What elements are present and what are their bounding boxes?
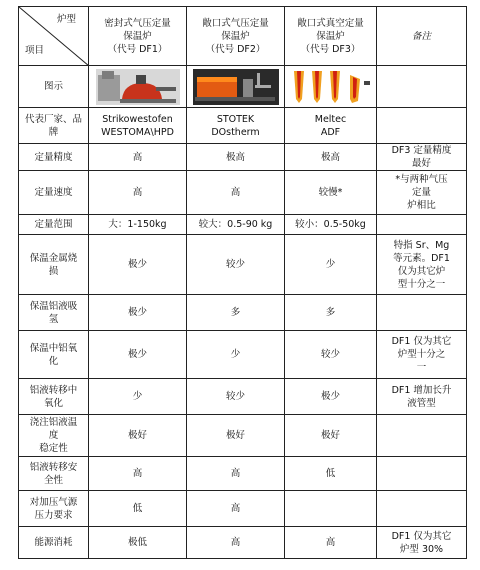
row-label-line: 能源消耗	[34, 537, 73, 548]
icon-row	[19, 66, 467, 108]
df2-value-line: DOstherm	[211, 126, 260, 138]
row-label	[19, 144, 89, 171]
row-label	[19, 379, 89, 415]
df3-value-line: 高	[325, 537, 336, 548]
df1-value	[89, 295, 187, 331]
row-label-line: 氢	[48, 313, 59, 325]
row-label-line: 定量精度	[34, 151, 73, 163]
df3-value-line: 多	[325, 307, 336, 318]
remark-line: DF3 定量精度	[391, 145, 452, 156]
df2-value-line: STOTEK	[216, 113, 255, 125]
df2-value-line: 多	[230, 307, 241, 318]
remark-line: 炉型十分之	[397, 349, 446, 360]
remark-line: 型十分之一	[397, 278, 446, 290]
df1-value-line: 大：1-150kg	[108, 219, 167, 230]
df3-value	[285, 457, 377, 491]
row-label-line: 代表厂家、品	[24, 113, 82, 125]
remark	[377, 415, 467, 457]
remark-line: 炉相比	[407, 200, 436, 211]
df2-value	[187, 457, 285, 491]
row-label-line: 损	[48, 265, 59, 277]
df1-value-line: 极少	[127, 349, 147, 360]
table-row	[19, 331, 467, 379]
df1-value	[89, 331, 187, 379]
df3-value	[285, 527, 377, 559]
df3-value	[285, 235, 377, 295]
df3-value-line: ADF	[320, 126, 341, 138]
header-df1: 密封式气压定量 保温炉 （代号 DF1）	[89, 7, 187, 66]
table-row	[19, 235, 467, 295]
df2-value	[187, 379, 285, 415]
df3-value-line: 极好	[320, 430, 340, 441]
df2-value	[187, 491, 285, 527]
remark	[377, 235, 467, 295]
df2-value	[187, 144, 285, 171]
df1-value	[89, 491, 187, 527]
df3-picture-cell	[285, 66, 377, 108]
row-label-line: 铝液转移安	[29, 461, 78, 473]
remark-line: 等元素。DF1	[393, 252, 450, 264]
df2-picture-cell	[187, 66, 285, 108]
df2-value-line: 高	[230, 187, 241, 198]
row-label-line: 对加压气源	[29, 496, 78, 508]
table-row	[19, 144, 467, 171]
header-corner-cell	[19, 7, 89, 66]
remark	[377, 215, 467, 235]
remark-line: 炉型 30%	[399, 543, 444, 555]
row-label-line: 牌	[48, 126, 59, 138]
df1-picture-cell	[89, 66, 187, 108]
df3-value-line: 较慢*	[318, 187, 343, 198]
row-label-line: 铝液转移中	[29, 384, 78, 396]
df3-value-line: 低	[325, 468, 336, 479]
row-label-line: 稳定性	[39, 443, 68, 454]
remark	[377, 491, 467, 527]
header-df3: 敞口式真空定量 保温炉 （代号 DF3）	[285, 7, 377, 66]
header-df2: 敞口式气压定量 保温炉 （代号 DF2）	[187, 7, 285, 66]
table-row	[19, 171, 467, 215]
df3-value	[285, 144, 377, 171]
table-row	[19, 527, 467, 559]
df3-value	[285, 295, 377, 331]
df2-value-line: 少	[230, 349, 241, 360]
df1-value	[89, 144, 187, 171]
remark	[377, 457, 467, 491]
header-row	[19, 7, 467, 66]
row-label	[19, 171, 89, 215]
table-row	[19, 295, 467, 331]
row-label	[19, 527, 89, 559]
df2-value	[187, 108, 285, 144]
row-label	[19, 235, 89, 295]
df1-value	[89, 215, 187, 235]
remark	[377, 331, 467, 379]
row-label	[19, 491, 89, 527]
row-label	[19, 331, 89, 379]
row-label	[19, 457, 89, 491]
df1-value-line: Strikowestofen	[102, 113, 173, 125]
df1-value-line: 极少	[127, 259, 147, 270]
df1-value-line: 高	[132, 151, 143, 163]
df2-value-line: 高	[230, 468, 241, 479]
df1-value-line: 极少	[127, 307, 147, 318]
table-row	[19, 379, 467, 415]
df1-value	[89, 415, 187, 457]
df1-value-line: 高	[132, 468, 143, 479]
df3-value	[285, 331, 377, 379]
df2-value-line: 高	[230, 537, 241, 548]
row-label-line: 化	[48, 355, 59, 367]
remark-line: 一	[416, 362, 427, 373]
remark	[377, 144, 467, 171]
row-label	[19, 215, 89, 235]
row-label	[19, 108, 89, 144]
remark	[377, 108, 467, 144]
remark-line: DF1 仅为其它	[391, 336, 452, 347]
row-label	[19, 415, 89, 457]
remark-line: 最好	[411, 158, 431, 169]
df3-value-line: Meltec	[314, 113, 347, 125]
df3-value	[285, 415, 377, 457]
furnace-df2-icon	[193, 69, 279, 105]
remark	[377, 379, 467, 415]
df2-value	[187, 171, 285, 215]
df2-value-line: 极好	[225, 430, 245, 441]
df2-value	[187, 215, 285, 235]
icon-row-label: 图示	[19, 66, 89, 108]
furnace-type-label: 炉型	[56, 14, 76, 25]
df2-value	[187, 415, 285, 457]
df3-value	[285, 108, 377, 144]
row-label-line: 全性	[43, 474, 63, 486]
table-row	[19, 215, 467, 235]
row-label-line: 度	[48, 430, 59, 441]
df3-value	[285, 491, 377, 527]
row-label	[19, 295, 89, 331]
df1-value	[89, 171, 187, 215]
df1-value	[89, 457, 187, 491]
df1-value-line: 少	[132, 391, 143, 402]
remark-line: DF1 仅为其它	[391, 530, 452, 542]
df1-value	[89, 379, 187, 415]
remark	[377, 527, 467, 559]
df2-value	[187, 331, 285, 379]
remark-line: 定量	[411, 187, 431, 198]
row-label-line: 浇注铝液温	[29, 417, 78, 428]
comparison-table	[18, 6, 467, 559]
df3-value-line: 极高	[320, 151, 340, 163]
df1-value-line: 极低	[127, 537, 147, 548]
row-label-line: 定量速度	[34, 187, 73, 198]
row-label-line: 保温铝液吸	[29, 300, 78, 312]
row-label-line: 氧化	[43, 397, 63, 409]
table-row	[19, 415, 467, 457]
df2-value-line: 极高	[225, 151, 245, 163]
df3-value	[285, 171, 377, 215]
table-row	[19, 457, 467, 491]
remark	[377, 295, 467, 331]
table-body	[19, 7, 467, 559]
df1-value-line: 低	[132, 503, 143, 514]
row-label-line: 保温中铝氧	[29, 342, 78, 354]
df3-value-line: 少	[325, 259, 336, 270]
df2-value-line: 较少	[225, 391, 245, 402]
df3-value-line: 极少	[320, 391, 340, 402]
df1-value	[89, 235, 187, 295]
header-remarks: 备注	[377, 7, 467, 66]
remark-line: 液管型	[407, 397, 436, 409]
table-row	[19, 491, 467, 527]
furnace-df1-icon	[96, 69, 180, 105]
table-row	[19, 108, 467, 144]
icon-row-note	[377, 66, 467, 108]
remark-line: *与两种气压	[395, 174, 448, 185]
remark-line: 仅为其它炉	[397, 265, 446, 277]
df3-value-line: 较小：0.5-50kg	[295, 219, 366, 230]
furnace-df3-icon	[290, 69, 372, 105]
df2-value-line: 较少	[225, 259, 245, 270]
df1-value	[89, 527, 187, 559]
remark-line: 特指 Sr、Mg	[393, 239, 450, 251]
item-label: 项目	[25, 45, 45, 56]
remark-line: DF1 增加长升	[391, 384, 452, 396]
row-label-line: 定量范围	[34, 219, 73, 230]
df2-value	[187, 235, 285, 295]
df2-value-line: 高	[230, 503, 241, 514]
df2-value	[187, 527, 285, 559]
row-label-line: 压力要求	[34, 509, 73, 521]
row-label-line: 保温金属烧	[29, 252, 78, 264]
df2-value	[187, 295, 285, 331]
df3-value	[285, 215, 377, 235]
remark	[377, 171, 467, 215]
df1-value-line: 极好	[127, 430, 147, 441]
df3-value-line: 较少	[320, 349, 340, 360]
df3-value	[285, 379, 377, 415]
df1-value-line: WESTOMA\HPD	[101, 126, 174, 138]
df1-value-line: 高	[132, 187, 143, 198]
df1-value	[89, 108, 187, 144]
df2-value-line: 较大：0.5-90 kg	[198, 219, 273, 230]
